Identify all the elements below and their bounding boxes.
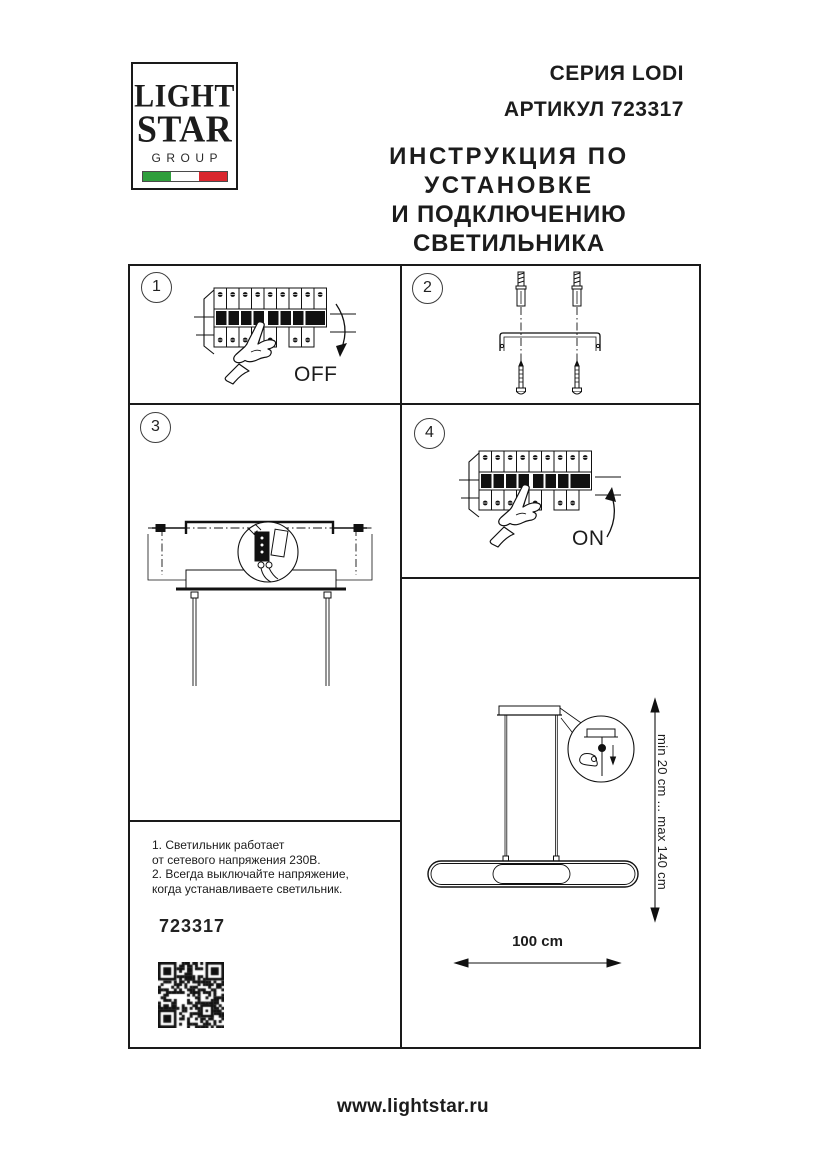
on-label: ON [572,527,605,550]
safety-notes [152,838,387,896]
instruction-title [310,142,708,258]
suspension-cables [193,598,329,686]
screw-icon [573,361,582,394]
wall-anchor-icon [572,272,582,306]
width-label: 100 cm [512,933,563,950]
title-line-2: И ПОДКЛЮЧЕНИЮ СВЕТИЛЬНИКА [391,201,627,257]
step-1-number: 1 [141,272,172,303]
qr-code [158,962,224,1028]
wiring-detail-circle [238,522,298,582]
logo-word-group: GROUP [151,151,223,165]
cable-adjuster-detail-circle [568,716,634,782]
note-line: 1. Светильник работает [152,838,285,852]
logo-word-star: STAR [136,108,233,150]
side-screw-icon [333,525,367,532]
series-article-block [504,56,684,128]
side-screw-icon [152,525,186,532]
article-number: 723317 [159,916,226,936]
lightstar-logo [131,62,238,190]
step-2-number: 2 [412,273,443,304]
article-label: АРТИКУЛ 723317 [503,98,684,121]
series-label: СЕРИЯ LODI [549,62,684,85]
ceiling-mount-illustration [128,403,400,818]
flag-green-segment [143,172,171,181]
height-range-label: min 20 cm ... max 140 cm [655,734,670,891]
step-4-number: 4 [414,418,445,449]
wall-anchor-icon [516,272,526,306]
flag-white-segment [171,172,199,181]
arrow-down-icon [336,304,347,357]
logo-word-light: LIGHT [134,78,235,115]
step-3-number: 3 [140,412,171,443]
note-line: 2. Всегда выключайте напряжение, [152,867,349,882]
lamp-body [428,861,638,887]
lamp-cables [505,715,557,861]
note-line: когда устанавливаете светильник. [152,881,343,896]
lamp-canopy [499,706,560,715]
website-url: www.lightstar.ru [337,1096,489,1117]
italian-flag-stripe [142,171,228,182]
flag-red-segment [199,172,227,181]
mounting-bracket-icon [500,333,600,351]
off-label: OFF [294,363,338,386]
grid-left-divider [130,820,402,822]
mounting-hardware-illustration [400,266,700,402]
screw-icon [517,361,526,394]
width-dimension-arrow [455,959,620,967]
note-line: от сетевого напряжения 230В. [152,852,321,867]
title-line-1: ИНСТРУКЦИЯ ПО УСТАНОВКЕ [389,143,629,199]
